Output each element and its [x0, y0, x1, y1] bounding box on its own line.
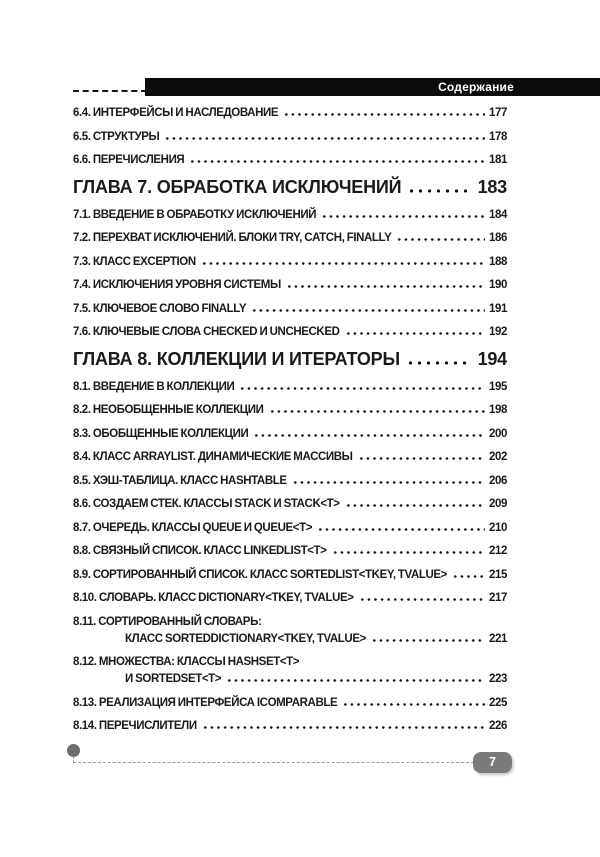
dot-leader: [342, 703, 485, 706]
dot-leader: [332, 551, 486, 554]
toc-entry-title: 8.13. РЕАЛИЗАЦИЯ ИНТЕРФЕЙСА ICOMPARABLE: [73, 696, 338, 709]
toc-entry-page: 226: [489, 720, 507, 732]
toc-line: [73, 324, 507, 341]
dot-leader: [201, 262, 485, 265]
page-number: 7: [489, 755, 496, 769]
toc-entry-title: 8.14. ПЕРЕЧИСЛИТЕЛИ: [73, 720, 197, 732]
dot-leader: [253, 434, 485, 437]
toc-line: [73, 449, 507, 466]
toc-entry-row: [73, 654, 507, 688]
toc-entry-page: 195: [489, 380, 507, 393]
toc-entry-row: [73, 473, 507, 490]
toc-entry-page: 198: [489, 404, 507, 416]
toc-line-continuation: [73, 631, 507, 648]
dot-leader: [406, 361, 472, 365]
toc-entry-title: 8.2. НЕОБОБЩЕННЫЕ КОЛЛЕКЦИИ: [73, 404, 264, 416]
toc-entry-title: ГЛАВА 7. ОБРАБОТКА ИСКЛЮЧЕНИЙ: [73, 176, 402, 197]
toc-entry-title: 8.7. ОЧЕРЕДЬ. КЛАССЫ QUEUE И QUEUE<T>: [73, 521, 313, 534]
dot-leader: [396, 238, 485, 241]
dot-leader: [292, 481, 485, 484]
dot-leader: [239, 387, 485, 390]
toc-line: [73, 614, 507, 631]
toc-entry-row: [73, 426, 507, 443]
toc-entry-title: 7.4. ИСКЛЮЧЕНИЯ УРОВНЯ СИСТЕМЫ: [73, 279, 281, 291]
toc-entry-title-continued: И SORTEDSET<T>: [125, 673, 222, 685]
toc-entry-page: 177: [489, 107, 507, 119]
toc-entry-title: 8.10. СЛОВАРЬ. КЛАСС DICTIONARY<TKEY, TVALUE>: [73, 592, 354, 604]
toc-entry-page: 202: [489, 451, 507, 463]
toc-entry-row: [73, 496, 507, 513]
toc-entry-row: [73, 230, 507, 247]
toc-line: [73, 496, 507, 513]
toc-entry-title: 8.1. ВВЕДЕНИЕ В КОЛЛЕКЦИИ: [73, 380, 235, 393]
dot-leader: [189, 160, 485, 163]
toc-entry-title-continued: КЛАСС SORTEDDICTIONARY<TKEY, TVALUE>: [125, 632, 366, 645]
toc-entry-row: [73, 520, 507, 537]
toc-line-continuation: [73, 671, 507, 688]
dot-leader: [317, 528, 485, 531]
toc-line: [73, 254, 507, 271]
toc-entry-page: 186: [489, 232, 507, 244]
toc-entry-title: 8.5. ХЭШ-ТАБЛИЦА. КЛАСС HASHTABLE: [73, 474, 287, 487]
toc-line: [73, 426, 507, 443]
page-number-badge: [473, 752, 512, 773]
dot-leader: [164, 137, 485, 140]
toc-entry-page: 188: [489, 255, 507, 268]
toc-entry-title: 7.1. ВВЕДЕНИЕ В ОБРАБОТКУ ИСКЛЮЧЕНИЙ: [73, 208, 317, 221]
toc-entry-page: 181: [489, 154, 507, 166]
toc-line: [73, 348, 507, 371]
toc-line: [73, 301, 507, 318]
toc-line: [73, 520, 507, 537]
dot-leader: [202, 726, 485, 729]
toc-entry-row: [73, 567, 507, 584]
dot-leader: [371, 639, 485, 642]
toc-entry-row: [73, 614, 507, 648]
toc-entry-title: 7.3. КЛАСС EXCEPTION: [73, 255, 196, 268]
dot-leader: [358, 457, 485, 460]
toc-entry-title: 8.12. МНОЖЕСТВА: КЛАССЫ HASHSET<T>: [73, 656, 300, 668]
toc-entry-page: 183: [477, 176, 507, 197]
toc-line: [73, 207, 507, 224]
toc-entry-page: 194: [477, 348, 507, 369]
toc-entry-title: ГЛАВА 8. КОЛЛЕКЦИИ И ИТЕРАТОРЫ: [73, 348, 400, 369]
dot-leader: [286, 285, 485, 288]
dot-leader: [407, 189, 471, 193]
toc-entry-title: 6.5. СТРУКТУРЫ: [73, 130, 160, 143]
toc-entry-row: [73, 129, 507, 146]
toc-chapter-row: [73, 176, 507, 199]
toc-line: [73, 695, 507, 712]
toc-line: [73, 176, 507, 199]
toc-entry-row: [73, 105, 507, 122]
toc-entry-page: 190: [489, 279, 507, 291]
toc-entry-page: 225: [489, 696, 507, 709]
toc-line: [73, 590, 507, 607]
toc-entry-row: [73, 277, 507, 294]
toc-entry-row: [73, 324, 507, 341]
toc-entry-row: [73, 543, 507, 560]
toc-line: [73, 277, 507, 294]
toc-entry-title: 6.6. ПЕРЕЧИСЛЕНИЯ: [73, 154, 185, 166]
toc-entry-page: 210: [489, 521, 507, 534]
toc-entry-row: [73, 718, 507, 735]
dot-leader: [452, 575, 485, 578]
dot-leader: [269, 410, 485, 413]
dot-leader: [359, 598, 485, 601]
toc-entry-title: 7.6. КЛЮЧЕВЫЕ СЛОВА CHECKED И UNCHECKED: [73, 326, 340, 338]
toc-entry-page: 217: [489, 592, 507, 604]
toc-entry-title: 7.2. ПЕРЕХВАТ ИСКЛЮЧЕНИЙ. БЛОКИ TRY, CATCH, FINALLY: [73, 232, 392, 244]
toc-entry-row: [73, 379, 507, 396]
dot-leader: [226, 679, 485, 682]
dot-leader: [283, 113, 485, 116]
dot-leader: [321, 215, 485, 218]
toc-entry-page: 206: [489, 474, 507, 487]
toc-entry-row: [73, 590, 507, 607]
toc-chapter-row: [73, 348, 507, 371]
toc-entry-row: [73, 449, 507, 466]
toc-entry-title: 8.8. СВЯЗНЫЙ СПИСОК. КЛАСС LINKEDLIST<T>: [73, 545, 327, 557]
toc-entry-page: 191: [489, 302, 507, 315]
toc-entry-title: 8.6. СОЗДАЕМ СТЕК. КЛАССЫ STACK И STACK<T>: [73, 498, 340, 510]
toc-entry-row: [73, 402, 507, 419]
toc-entry-title: 8.4. КЛАСС ARRAYLIST. ДИНАМИЧЕСКИЕ МАССИВЫ: [73, 451, 353, 463]
toc-entry-page: 223: [489, 673, 507, 685]
toc-line: [73, 129, 507, 146]
header-dashed-rule: [73, 90, 147, 92]
toc-entry-page: 209: [489, 498, 507, 510]
dot-leader: [345, 332, 485, 335]
toc-line: [73, 105, 507, 122]
toc-entry-title: 8.11. СОРТИРОВАННЫЙ СЛОВАРЬ:: [73, 615, 262, 628]
toc-entry-page: 200: [489, 427, 507, 440]
footer-dashed-rule: [73, 762, 474, 763]
toc-line: [73, 567, 507, 584]
toc-entry-page: 215: [489, 568, 507, 581]
header-title: Содержание: [438, 80, 514, 94]
toc-entry-row: [73, 207, 507, 224]
toc-entry-row: [73, 301, 507, 318]
toc-entry-page: 221: [489, 632, 507, 645]
toc-entry-page: 178: [489, 130, 507, 143]
toc-entry-page: 192: [489, 326, 507, 338]
toc-entry-title: 8.9. СОРТИРОВАННЫЙ СПИСОК. КЛАСС SORTEDLIST<TKEY, TVALUE>: [73, 568, 447, 581]
toc-line: [73, 402, 507, 419]
dot-leader: [345, 504, 485, 507]
toc-entry-page: 184: [489, 208, 507, 221]
table-of-contents: [73, 105, 507, 742]
toc-line: [73, 152, 507, 169]
toc-line: [73, 473, 507, 490]
header-bar: [145, 78, 600, 96]
toc-entry-title: 6.4. ИНТЕРФЕЙСЫ И НАСЛЕДОВАНИЕ: [73, 107, 279, 119]
toc-entry-row: [73, 254, 507, 271]
toc-line: [73, 230, 507, 247]
toc-line: [73, 718, 507, 735]
dot-leader: [251, 309, 485, 312]
toc-line: [73, 379, 507, 396]
toc-entry-title: 7.5. КЛЮЧЕВОЕ СЛОВО FINALLY: [73, 302, 247, 315]
toc-entry-row: [73, 152, 507, 169]
toc-entry-row: [73, 695, 507, 712]
toc-entry-page: 212: [489, 545, 507, 557]
toc-line: [73, 654, 507, 671]
toc-entry-title: 8.3. ОБОБЩЕННЫЕ КОЛЛЕКЦИИ: [73, 427, 249, 440]
toc-line: [73, 543, 507, 560]
